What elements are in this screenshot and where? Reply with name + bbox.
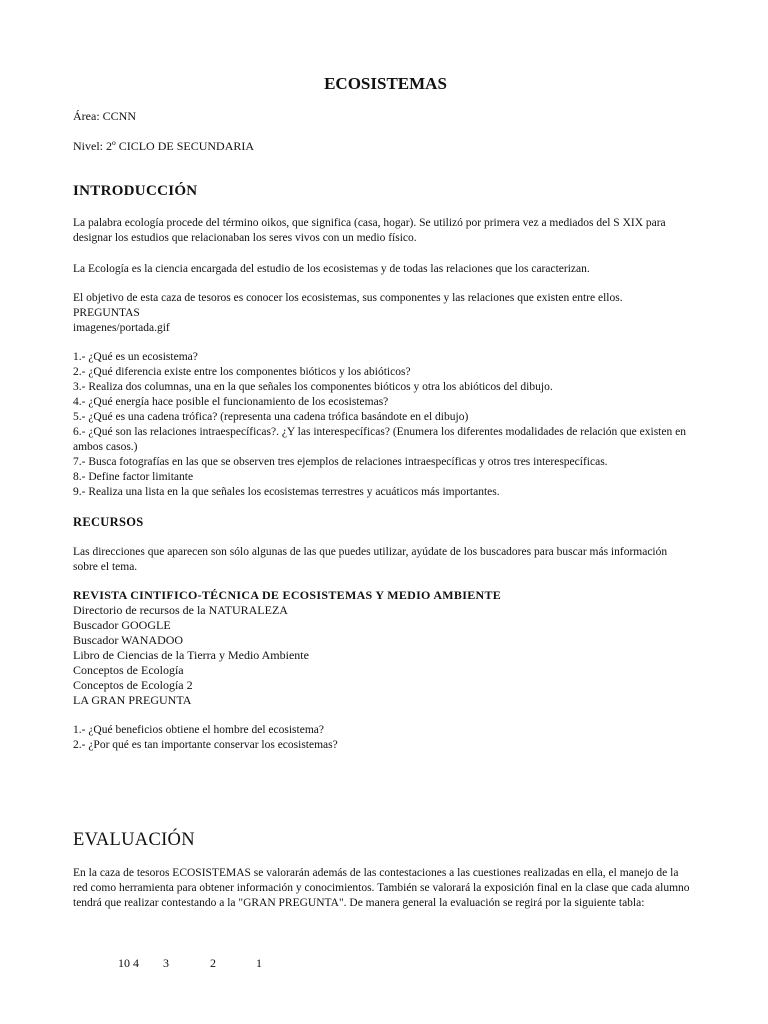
intro-paragraph-1: La palabra ecología procede del término oikos, que significa (casa, hogar). Se utilizó por primera vez a mediados del S XIX para designar los estudios que relacionaban los seres vivos con un medio físico.	[73, 217, 666, 244]
resource-link[interactable]: Conceptos de Ecología 2	[73, 678, 193, 692]
area-line: Área: CCNN	[73, 109, 136, 123]
resource-link[interactable]: Buscador WANADOO	[73, 633, 184, 647]
evaluacion-heading: EVALUACIÓN	[73, 830, 195, 850]
gran-pregunta-item: 1.- ¿Qué beneficios obtiene el hombre del ecosistema?	[73, 724, 324, 736]
intro-heading: INTRODUCCIÓN	[73, 183, 198, 199]
grade-cell: 10 4	[118, 956, 139, 970]
questions-list	[73, 350, 693, 500]
question-item: 4.- ¿Qué energía hace posible el funcionamiento de los ecosistemas?	[73, 396, 389, 408]
resource-link[interactable]: Conceptos de Ecología	[73, 663, 184, 677]
gran-pregunta-list	[73, 723, 693, 753]
question-item: 5.- ¿Qué es una cadena trófica? (representa una cadena trófica basándote en el dibujo)	[73, 411, 469, 423]
intro-paragraph-2: La Ecología es la ciencia encargada del estudio de los ecosistemas y de todas las relaciones que los caracterizan.	[73, 263, 590, 275]
resource-link[interactable]: Buscador GOOGLE	[73, 618, 171, 632]
portada-image-placeholder: imagenes/portada.gif	[73, 322, 170, 334]
recursos-heading: RECURSOS	[73, 515, 144, 529]
resource-link[interactable]: LA GRAN PREGUNTA	[73, 693, 192, 707]
preguntas-link[interactable]: PREGUNTAS	[73, 307, 140, 319]
question-item: 2.- ¿Qué diferencia existe entre los componentes bióticos y los abióticos?	[73, 366, 411, 378]
grade-cell: 1	[256, 956, 262, 970]
grade-cell: 3	[163, 956, 169, 970]
grade-cell: 2	[210, 956, 216, 970]
revista-link-heading[interactable]: REVISTA CINTIFICO-TÉCNICA DE ECOSISTEMAS Y MEDIO AMBIENTE	[73, 588, 502, 602]
nivel-line: Nivel: 2º CICLO DE SECUNDARIA	[73, 139, 255, 153]
resource-links-list	[73, 603, 309, 708]
page-title: ECOSISTEMAS	[324, 74, 447, 93]
question-item: 7.- Busca fotografías en las que se observen tres ejemplos de relaciones intraespecíficas y otros tres interespecíficas.	[73, 456, 608, 468]
resource-link[interactable]: Directorio de recursos de la NATURALEZA	[73, 603, 288, 617]
intro-paragraph-3: El objetivo de esta caza de tesoros es conocer los ecosistemas, sus componentes y las relaciones que existen entre ellos.	[73, 292, 623, 304]
recursos-text: Las direcciones que aparecen son sólo algunas de las que puedes utilizar, ayúdate de los buscadores para buscar más información sobre el tema.	[73, 546, 668, 573]
question-item: 9.- Realiza una lista en la que señales los ecosistemas terrestres y acuáticos más importantes.	[73, 486, 500, 498]
gran-pregunta-item: 2.- ¿Por qué es tan importante conservar los ecosistemas?	[73, 739, 338, 751]
question-item: 3.- Realiza dos columnas, una en la que señales los componentes bióticos y otra los abióticos del dibujo.	[73, 381, 553, 393]
question-item: 8.- Define factor limitante	[73, 471, 194, 483]
resource-link[interactable]: Libro de Ciencias de la Tierra y Medio Ambiente	[73, 648, 309, 662]
question-item: 1.- ¿Qué es un ecosistema?	[73, 351, 198, 363]
evaluacion-text: En la caza de tesoros ECOSISTEMAS se valorarán además de las contestaciones a las cuestiones realizadas en ella, el manejo de la red como herramienta para obtener información y conocimientos. También se valorará la exposición final en la clase que cada alumno tendrá que realizar contestando a la "GRAN PREGUNTA". De manera general la evaluación se regirá por la siguiente tabla:	[73, 867, 690, 909]
question-item: 6.- ¿Qué son las relaciones intraespecíficas?. ¿Y las interespecíficas? (Enumera los diferentes modalidades de relación que existen en ambos casos.)	[73, 426, 686, 453]
